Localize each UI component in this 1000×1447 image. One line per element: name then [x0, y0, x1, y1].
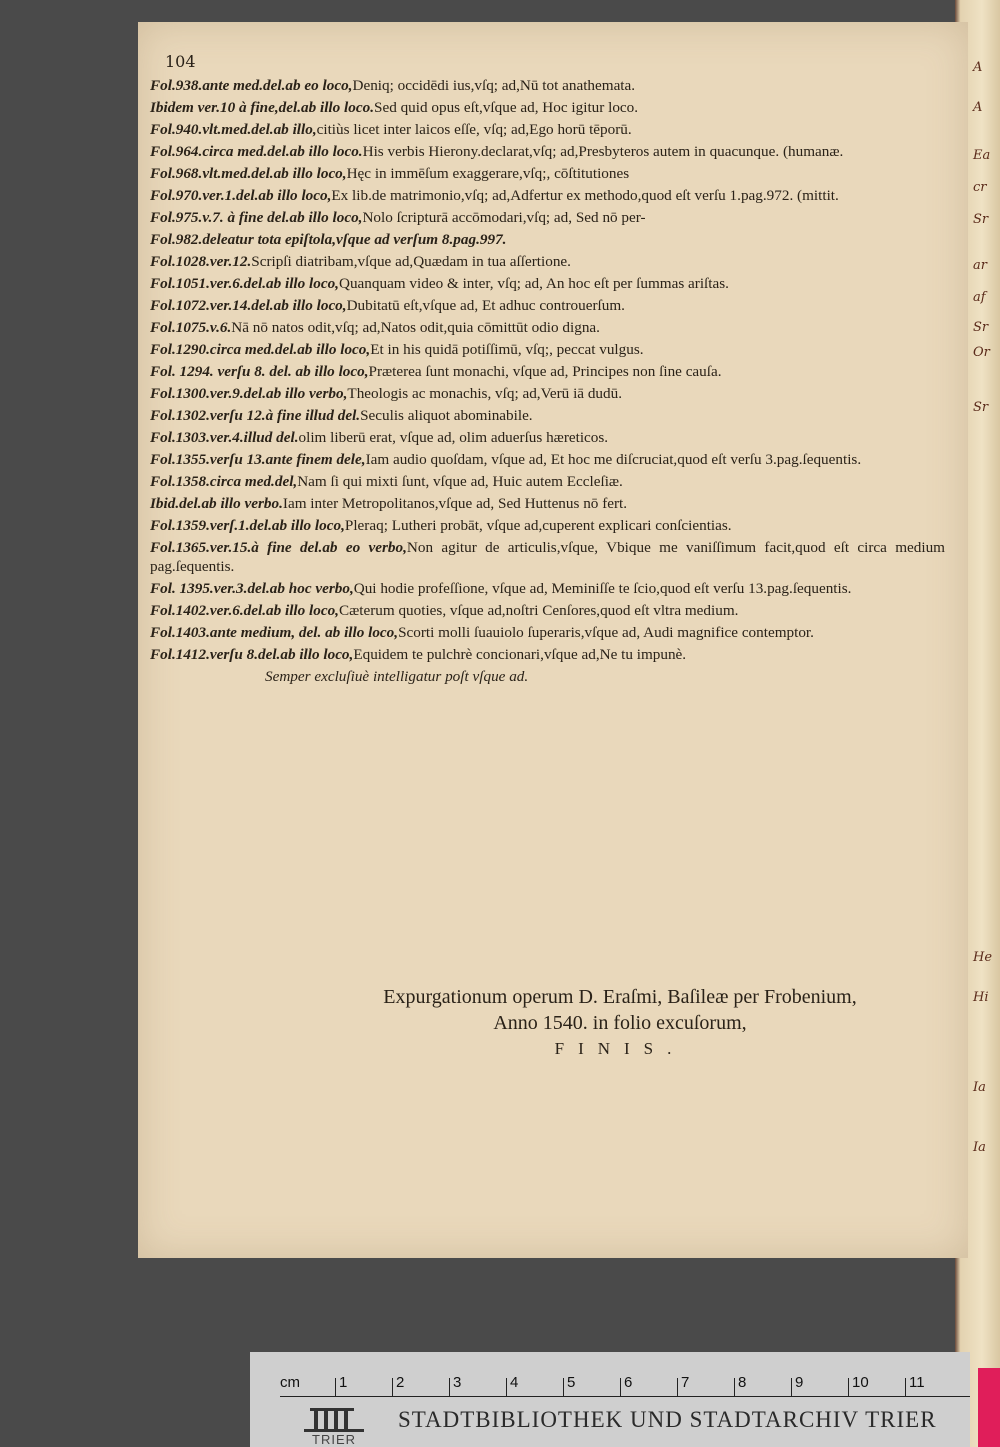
entry-reference: Fol.1402.ver.6.del.ab illo loco, [150, 602, 339, 619]
ruler-tick-label: 7 [681, 1374, 690, 1391]
entry-text: olim liberū erat, vſque ad, olim aduerſus hæreticos. [298, 429, 609, 446]
entry-text: Quanquam video & inter, vſq; ad, An hoc eſt per ſummas ariſtas. [338, 275, 729, 292]
entry-reference: Fol.1051.ver.6.del.ab illo loco, [150, 275, 339, 292]
ruler-tick [563, 1378, 564, 1396]
entry-reference: Fol.1290.circa med.del.ab illo loco, [150, 341, 371, 358]
entry-reference: Fol.1300.ver.9.del.ab illo verbo, [150, 385, 348, 402]
entry-text: Non agitur de articulis,vſque, Vbique me vaniſſimum facit,quod eſt circa medium pag.ſequentis. [150, 539, 945, 575]
entry-text: Sed quid opus eſt,vſque ad, Hoc igitur loco. [374, 99, 639, 116]
expurgation-entry [150, 98, 945, 117]
entry-reference: Fol.1359.verſ.1.del.ab illo loco, [150, 517, 345, 534]
entry-text: Præterea ſunt monachi, vſque ad, Principes non ſine cauſa. [368, 363, 722, 380]
entry-reference: Fol.970.ver.1.del.ab illo loco, [150, 187, 332, 204]
expurgation-entry [150, 208, 945, 227]
ruler-tick [392, 1378, 393, 1396]
color-calibration-strip [978, 1368, 1000, 1447]
colophon-line-1: Expurgationum operum D. Eraſmi, Baſileæ per Frobenium, [383, 986, 857, 1008]
library-name: STADTBIBLIOTHEK UND STADTARCHIV TRIER [398, 1407, 937, 1432]
ruler-tick [734, 1378, 735, 1396]
ruler-unit: cm [280, 1374, 300, 1391]
entry-reference: Fol.1072.ver.14.del.ab illo loco, [150, 297, 347, 314]
expurgation-entry [150, 623, 945, 642]
ruler-tick-label: 2 [396, 1374, 405, 1391]
entry-text: Qui hodie profeſſione, vſque ad, Meminiſſe te ſcio,quod eſt verſu 13.pag.ſequentis. [353, 580, 852, 597]
expurgation-entry [150, 428, 945, 447]
ruler-tick [791, 1378, 792, 1396]
expurgation-entry [150, 494, 945, 513]
expurgation-entry [150, 516, 945, 535]
entry-reference: Fol. 1395.ver.3.del.ab hoc verbo, [150, 580, 354, 597]
expurgation-entry [150, 645, 945, 664]
entry-text: Ex lib.de matrimonio,vſq; ad,Adfertur ex methodo,quod eſt verſu 1.pag.972. (mittit. [331, 187, 839, 204]
entry-reference: Fol.1075.v.6. [150, 319, 232, 336]
ruler-tick-label: 5 [567, 1374, 576, 1391]
expurgation-entry [150, 318, 945, 337]
expurgation-entry [150, 384, 945, 403]
expurgation-entry [150, 362, 945, 381]
ruler-scale [280, 1366, 970, 1397]
entry-reference: Fol.1403.ante medium, del. ab illo loco, [150, 624, 399, 641]
expurgation-entry [150, 164, 945, 183]
entry-reference: Fol.938.ante med.del.ab eo loco, [150, 77, 353, 94]
entry-reference: Fol.1412.verſu 8.del.ab illo loco, [150, 646, 354, 663]
closing-note: Semper excluſiuè intelligatur poſt vſque ad. [265, 668, 529, 685]
entry-reference: Fol.975.v.7. à fine del.ab illo loco, [150, 209, 363, 226]
expurgation-entry [150, 230, 945, 249]
entry-reference: Fol. 1294. verſu 8. del. ab illo loco, [150, 363, 369, 380]
measurement-ruler [250, 1352, 970, 1447]
entry-text: citiùs licet inter laicos eſſe, vſq; ad,Ego horū tēporū. [316, 121, 632, 138]
entry-reference: Fol.1355.verſu 13.ante finem dele, [150, 451, 366, 468]
entry-reference: Fol.1302.verſu 12.à fine illud del. [150, 407, 361, 424]
colophon-line-2: Anno 1540. in folio excuſorum, [493, 1012, 747, 1034]
ruler-tick-label: 9 [795, 1374, 804, 1391]
ruler-tick [620, 1378, 621, 1396]
library-city: TRIER [312, 1432, 356, 1447]
entry-text: Theologis ac monachis, vſq; ad,Verū iā dudū. [347, 385, 622, 402]
expurgation-entry [150, 538, 945, 576]
entry-reference: Ibidem ver.10 à fine,del.ab illo loco. [150, 99, 374, 116]
entry-reference: Fol.940.vlt.med.del.ab illo, [150, 121, 317, 138]
entry-reference: Fol.1365.ver.15.à fine del.ab eo verbo, [150, 539, 407, 556]
entry-reference: Fol.964.circa med.del.ab illo loco. [150, 143, 363, 160]
expurgation-entry [150, 450, 945, 469]
entry-text: Hęc in immēſum exaggerare,vſq;, cōſtitutiones [346, 165, 630, 182]
entry-text: His verbis Hierony.declarat,vſq; ad,Presbyteros autem in quacunque. (humanæ. [362, 143, 844, 160]
ruler-tick [905, 1378, 906, 1396]
expurgation-entry [150, 252, 945, 271]
entry-reference: Ibid.del.ab illo verbo. [150, 495, 283, 512]
expurgation-entry [150, 120, 945, 139]
ruler-tick-label: 4 [510, 1374, 519, 1391]
expurgation-entry [150, 296, 945, 315]
entry-reference: Fol.1358.circa med.del, [150, 473, 298, 490]
entry-text: Nolo ſcripturā accōmodari,vſq; ad, Sed nō per- [362, 209, 646, 226]
ruler-tick [449, 1378, 450, 1396]
ruler-tick [506, 1378, 507, 1396]
entry-reference: Fol.982.deleatur tota epiſtola,vſque ad verſum 8.pag.997. [150, 231, 507, 248]
entry-reference: Fol.1028.ver.12. [150, 253, 252, 270]
expurgation-list [150, 76, 945, 689]
ruler-tick-label: 10 [852, 1374, 869, 1391]
ruler-tick [848, 1378, 849, 1396]
entry-text: Nā nō natos odit,vſq; ad,Natos odit,quia cōmittūt odio digna. [231, 319, 600, 336]
ruler-tick-label: 11 [909, 1374, 925, 1391]
entry-text: Equidem te pulchrè concionari,vſque ad,Ne tu impunè. [353, 646, 687, 663]
expurgation-entry [150, 579, 945, 598]
entry-text: Pleraq; Lutheri probāt, vſque ad,cuperent explicari conſcientias. [344, 517, 732, 534]
expurgation-entry [150, 472, 945, 491]
entry-reference: Fol.1303.ver.4.illud del. [150, 429, 299, 446]
expurgation-entry [150, 274, 945, 293]
entry-text: Deniq; occidēdi ius,vſq; ad,Nū tot anathemata. [352, 77, 636, 94]
ruler-tick-label: 8 [738, 1374, 747, 1391]
entry-text: Iam inter Metropolitanos,vſque ad, Sed Huttenus nō fert. [282, 495, 628, 512]
entry-text: Iam audio quoſdam, vſque ad, Et hoc me diſcruciat,quod eſt verſu 3.pag.ſequentis. [365, 451, 862, 468]
page-number: 104 [165, 52, 196, 71]
expurgation-entry [150, 601, 945, 620]
entry-text: Et in his quidā potiſſimū, vſq;, peccat vulgus. [370, 341, 644, 358]
entry-text: Cæterum quoties, vſque ad,noſtri Cenſores,quod eſt vltra medium. [338, 602, 739, 619]
expurgation-entry [150, 186, 945, 205]
expurgation-entry [150, 406, 945, 425]
entry-text: Scorti molli ſuauiolo ſuperaris,vſque ad, Audi magnifice contemptor. [398, 624, 814, 641]
entry-text: Scripſi diatribam,vſque ad,Quædam in tua aſſertione. [251, 253, 571, 270]
entry-text: Seculis aliquot abominabile. [360, 407, 533, 424]
expurgation-entry [150, 142, 945, 161]
expurgation-entry [150, 340, 945, 359]
ruler-tick-label: 6 [624, 1374, 633, 1391]
expurgation-entry [150, 76, 945, 95]
ruler-tick [677, 1378, 678, 1396]
ruler-tick-label: 3 [453, 1374, 462, 1391]
entry-text: Nam ſi qui mixti ſunt, vſque ad, Huic autem Eccleſiæ. [297, 473, 623, 490]
entry-text: Dubitatū eſt,vſque ad, Et adhuc controuerſum. [346, 297, 625, 314]
ruler-tick-label: 1 [339, 1374, 348, 1391]
entry-reference: Fol.968.vlt.med.del.ab illo loco, [150, 165, 347, 182]
ruler-tick [335, 1378, 336, 1396]
adjacent-page-edge: A A Ea cr Sr ar af Sr Or Sr He Hi Ia Ia [955, 0, 1000, 1447]
colophon [280, 984, 960, 1062]
finis-label: FINIS. [554, 1039, 686, 1058]
